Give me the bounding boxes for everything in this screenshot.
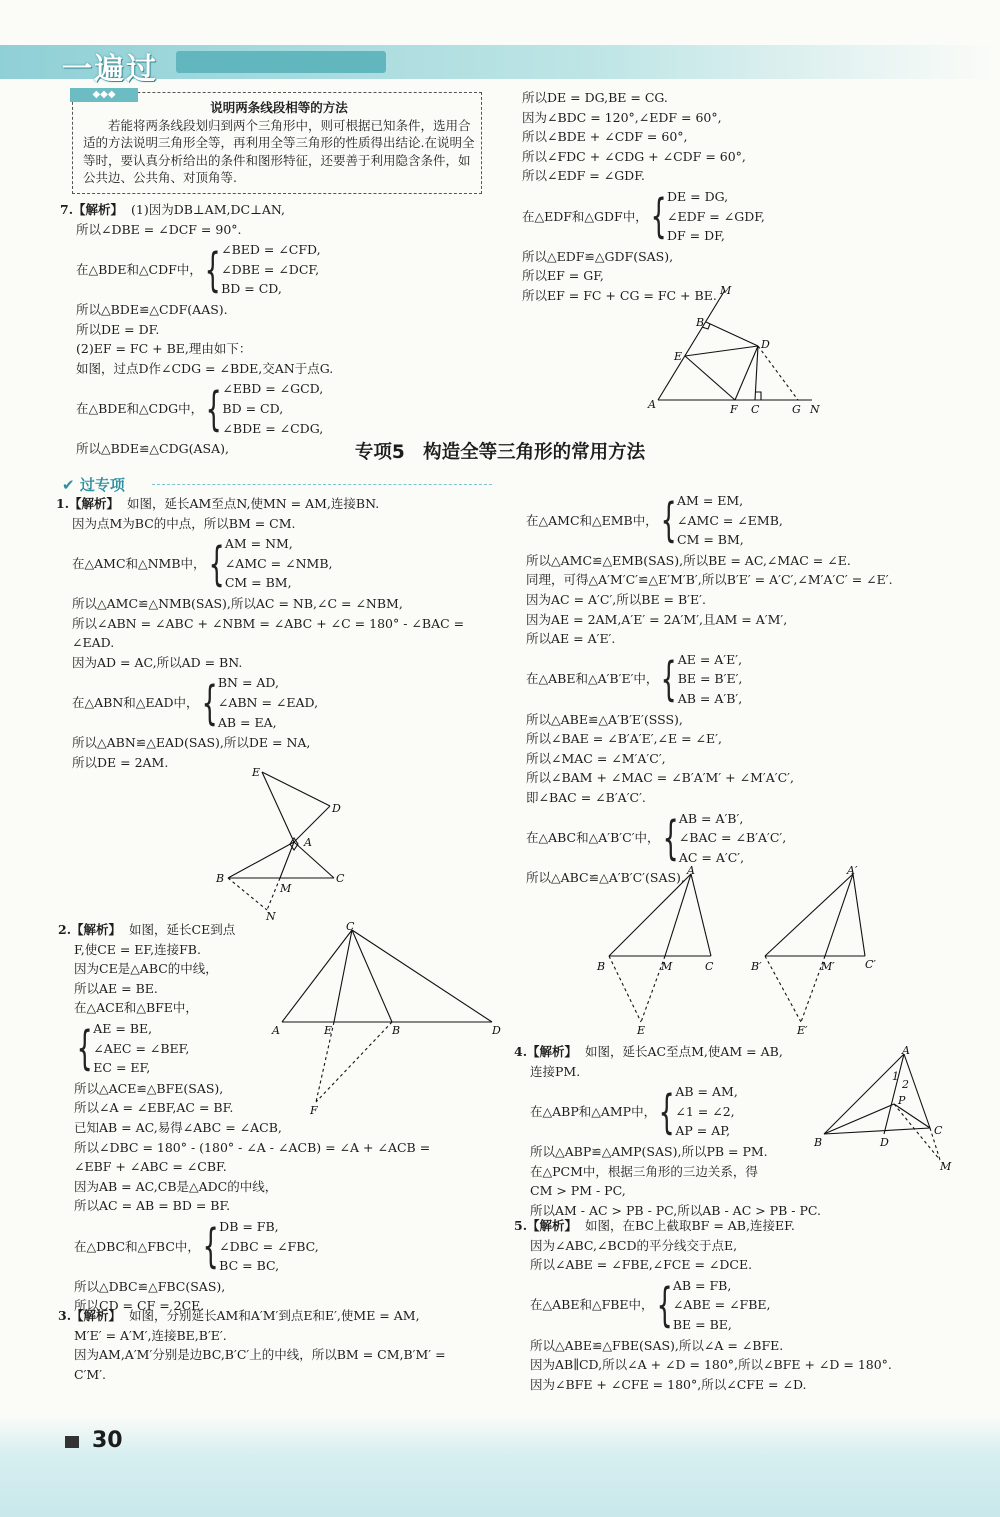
q4-line: 所以△ABP≌△AMP(SAS),所以PB = PM. (530, 1143, 768, 1159)
q5-line: 所以△ABE≌△FBE(SAS),所以∠A = ∠BFE. (530, 1337, 784, 1353)
q3-cond: BE = B′E′, (677, 671, 743, 687)
q7-system-3 (522, 187, 765, 246)
footer-band (0, 1415, 1000, 1517)
q7-line: 所以∠FDC + ∠CDG + ∠CDF = 60°, (522, 148, 746, 164)
q5-tag: 5.【解析】 (514, 1218, 578, 1233)
q3-cond: AB = A′B′, (678, 810, 744, 826)
fig7-line-bd (706, 322, 758, 346)
q1-system-1 (56, 534, 464, 593)
tip-badge-icon: ◆◆◆ (70, 88, 138, 102)
q3-line: 所以△AMC≌△EMB(SAS),所以BE = AC,∠MAC = ∠E. (526, 552, 851, 568)
fig4-label: M (940, 1160, 952, 1173)
q7-system-prefix: 在△BDE和△CDG中， (76, 400, 204, 416)
q7-line: (2)EF = FC + BE,理由如下： (76, 341, 252, 357)
q7-cond: ∠DBE = ∠DCF, (221, 261, 320, 277)
q5-line: 因为∠BFE + ∠CFE = 180°,所以∠CFE = ∠D. (530, 1376, 807, 1392)
q7-line: 因为∠BDC = 120°,∠EDF = 60°, (522, 109, 722, 125)
fig7-line-am (658, 290, 725, 400)
q5-system-prefix: 在△ABE和△FBE中， (530, 1297, 654, 1313)
q4-cond: AB = AM, (675, 1084, 738, 1100)
q7-cond: ∠EBD = ∠GCD, (222, 381, 324, 397)
q3-system-2 (526, 650, 893, 709)
q2-system-prefix: 在△DBC和△FBC中， (74, 1238, 200, 1254)
q7-line: 所以△EDF≌△GDF(SAS), (522, 248, 674, 264)
q7-system-prefix: 在△EDF和△GDF中， (522, 208, 648, 224)
fig2-label: A (272, 1024, 280, 1037)
q5-cond: BE = BE, (672, 1316, 732, 1332)
q1-line: 因为点M为BC的中点，所以BM = CM. (72, 515, 296, 531)
fig3-line-be (609, 956, 641, 1022)
q4-system-prefix: 在△ABP和△AMP中， (530, 1103, 657, 1119)
q2-line: 所以∠DBC = 180° - (180° - ∠A - ∠ACB) = ∠A + ∠ACB = (74, 1139, 431, 1155)
q7-line: 所以∠BDE + ∠CDF = 60°, (522, 129, 688, 145)
q1-tag: 1.【解析】 (56, 496, 120, 511)
q3-cond: ∠AMC = ∠EMB, (677, 512, 783, 528)
q3-line: 同理，可得△A′M′C′≌△E′M′B′,所以B′E′ = A′C′,∠M′A′C′ = ∠E′. (526, 572, 893, 588)
q1-system-2 (56, 673, 464, 732)
q1-cond: ∠AMC = ∠NMB, (224, 555, 333, 571)
fig1-label: M (280, 882, 292, 895)
q2-line: 所以△DBC≌△FBC(SAS), (74, 1278, 226, 1294)
q4-line: 所以AM - AC > PB - PC,所以AB - AC > PB - PC. (530, 1202, 821, 1218)
q4-line: CM > PM - PC, (530, 1183, 626, 1199)
section-subtitle-text: 过专项 (79, 476, 125, 494)
section-title: 专项5 构造全等三角形的常用方法 (354, 442, 646, 463)
q1-system-prefix: 在△ABN和△EAD中， (72, 694, 199, 710)
q3-tag: 3.【解析】 (58, 1308, 122, 1323)
fig4-line-ba (824, 1054, 904, 1134)
q1-line: 所以∠ABN = ∠ABC + ∠NBM = ∠ABC + ∠C = 180° - ∠BAC = (72, 615, 465, 631)
section-subtitle (62, 474, 125, 495)
fig4-label: C (934, 1124, 943, 1137)
q3-solution-right (526, 490, 893, 888)
q1-line: 因为AD = AC,所以AD = BN. (72, 654, 243, 670)
page-marker-icon (65, 1436, 79, 1448)
q2-tag: 2.【解析】 (58, 922, 122, 937)
q7-line: 所以EF = GF, (522, 268, 604, 284)
fig2-line-ac (282, 930, 352, 1022)
fig2-line-cd (352, 930, 492, 1022)
fig2-label: B (392, 1024, 401, 1037)
fig1-line-ea (262, 772, 294, 842)
q7-cond: ∠EDF = ∠GDF, (667, 208, 765, 224)
fig4-line-pc (894, 1104, 930, 1128)
fig4-line-bp (824, 1104, 894, 1134)
fig3-line-a2c2 (853, 874, 865, 956)
brace-icon: { (76, 1021, 93, 1076)
fig1-label: N (266, 910, 276, 922)
brand-logo: 一遍过 (62, 52, 158, 87)
q1-cond: AB = EA, (217, 714, 277, 730)
q7-tag: 7.【解析】 (60, 202, 124, 217)
q3-line: 因为AM,A′M′分别是边BC,B′C′上的中线，所以BM = CM,B′M′ = (74, 1347, 446, 1363)
q3-cond: AB = A′B′, (677, 690, 743, 706)
brace-icon: { (661, 652, 678, 707)
q2-line: 所以∠A = ∠EBF,AC = BF. (74, 1100, 234, 1116)
q2-figure (270, 918, 510, 1118)
q1-cond: ∠ABN = ∠EAD, (217, 694, 319, 710)
q4-system-1 (514, 1082, 821, 1141)
q7-line: 所以△BDE≌△CDG(ASA), (76, 441, 229, 457)
q2-line: 因为CE是△ABC的中线， (74, 961, 218, 977)
fig7-line-fd (735, 346, 758, 400)
q2-line: 所以CD = CF = 2CE. (74, 1298, 205, 1314)
fig4-label: P (898, 1094, 906, 1107)
q3-solution-left (58, 1306, 446, 1384)
q2-cond: EC = EF, (93, 1060, 151, 1076)
q1-line: 所以△ABN≌△EAD(SAS),所以DE = NA, (72, 735, 311, 751)
brace-icon: { (205, 381, 222, 436)
q5-line: 因为AB∥CD,所以∠A + ∠D = 180°,所以∠BFE + ∠D = 180°. (530, 1357, 892, 1373)
q2-line: 已知AB = AC,易得∠ABC = ∠ACB, (74, 1119, 282, 1135)
q7-solution-right (522, 88, 765, 306)
brace-icon: { (656, 1278, 673, 1333)
fig7-line-dg (758, 346, 798, 400)
fig4-label: 2 (902, 1078, 909, 1091)
fig3-label: M′ (821, 960, 835, 973)
q5-solution (514, 1216, 892, 1394)
q2-cond: ∠AEC = ∠BEF, (93, 1040, 190, 1056)
q3-system-prefix: 在△AMC和△EMB中， (526, 512, 658, 528)
brace-icon: { (662, 810, 679, 865)
header-ribbon (176, 51, 386, 73)
fig3-line-ab (609, 874, 691, 956)
fig7-label: E (674, 350, 683, 363)
q2-cond: BC = BC, (219, 1258, 280, 1274)
q3-system-1 (526, 491, 893, 550)
q7-cond: DF = DF, (667, 228, 725, 244)
q7-solution-left (60, 200, 333, 459)
fig4-label: B (814, 1136, 823, 1149)
q2-system-2 (58, 1217, 430, 1276)
q2-line: F,使CE = EF,连接FB. (74, 941, 201, 957)
q4-line: 如图，延长AC至点M,使AM = AB, (585, 1044, 783, 1059)
q3-cond: AC = A′C′, (678, 849, 745, 865)
q2-line: 因为AB = AC,CB是△ADC的中线， (74, 1178, 278, 1194)
q2-line: 所以AC = AB = BD = BF. (74, 1198, 231, 1214)
fig1-label: D (332, 802, 341, 815)
tip-title: 说明两条线段相等的方法 (210, 100, 348, 115)
q3-figure (595, 862, 895, 1042)
q4-solution (514, 1042, 821, 1220)
q3-line: 即∠BAC = ∠B′A′C′. (526, 789, 646, 805)
q7-line: 所以DE = DG,BE = CG. (522, 90, 668, 105)
fig3-line-b2e2 (765, 956, 801, 1022)
q7-line: (1)因为DB⊥AM,DC⊥AN, (131, 202, 285, 217)
q3-cond: CM = BM, (677, 532, 744, 548)
fig1-label: A (304, 836, 312, 849)
q7-system-1 (60, 240, 333, 299)
q3-line: 所以∠BAM + ∠MAC = ∠B′A′M′ + ∠M′A′C′, (526, 770, 794, 786)
q1-cond: BN = AD, (217, 675, 279, 691)
fig2-label: C (346, 920, 355, 933)
fig1-line-ed (262, 772, 330, 806)
fig3-label: M (661, 960, 673, 973)
fig1-line-bn (228, 878, 267, 910)
q7-line: 所以△BDE≌△CDF(AAS). (76, 301, 228, 317)
q5-system-1 (514, 1276, 892, 1335)
fig1-label: C (336, 872, 345, 885)
q1-line: 所以DE = 2AM. (72, 754, 169, 770)
q4-figure (812, 1042, 962, 1174)
q2-cond: DB = FB, (219, 1218, 279, 1234)
fig1-line-mn (267, 878, 280, 910)
q4-line: 在△PCM中，根据三角形的三边关系，得 (530, 1163, 758, 1179)
fig7-line-ed (685, 346, 758, 356)
fig3-label: B (597, 960, 606, 973)
q3-system-3 (526, 809, 893, 868)
q7-cond: BD = CD, (221, 281, 282, 297)
q4-line: 连接PM. (530, 1063, 581, 1079)
brace-icon: { (208, 536, 225, 591)
q3-line: C′M′. (74, 1366, 107, 1382)
fig3-label: A′ (847, 864, 858, 877)
fig4-line-ac (904, 1054, 930, 1128)
fig7-label: A (648, 398, 656, 411)
q3-cond: ∠BAC = ∠B′A′C′, (678, 830, 787, 846)
q5-line: 所以∠ABE = ∠FBE,∠FCE = ∠DCE. (530, 1257, 753, 1273)
fig3-label: E′ (797, 1024, 808, 1037)
q2-line: 所以AE = BE. (74, 980, 158, 996)
q3-line: 所以△ABE≌△A′B′E′(SSS), (526, 711, 683, 727)
q3-line: 所以∠BAE = ∠B′A′E′,∠E = ∠E′, (526, 731, 722, 747)
q2-cond: ∠DBC = ∠FBC, (219, 1238, 319, 1254)
fig4-label: A (902, 1044, 910, 1057)
q1-cond: AM = NM, (224, 536, 293, 552)
q1-solution (56, 494, 464, 772)
fig7-label: M (720, 284, 732, 297)
fig3-line-a2b2 (765, 874, 853, 956)
q7-figure (640, 282, 830, 417)
q2-cond: AE = BE, (93, 1020, 153, 1036)
brace-icon: { (658, 1084, 675, 1139)
q7-cond: BD = CD, (222, 400, 284, 416)
brace-icon: { (650, 189, 667, 244)
fig3-line-ac (691, 874, 711, 956)
q7-system-prefix: 在△BDE和△CDF中， (76, 261, 202, 277)
q3-cond: AM = EM, (677, 493, 744, 508)
q1-figure (210, 762, 360, 922)
fig1-line-da (294, 806, 330, 842)
q7-cond: ∠BED = ∠CFD, (221, 242, 321, 258)
brace-icon: { (660, 493, 677, 548)
fig3-label: C′ (865, 958, 876, 971)
q2-line: 所以△ACE≌△BFE(SAS), (74, 1080, 224, 1096)
q7-cond: ∠BDE = ∠CDG, (222, 420, 324, 436)
q3-line: 因为AE = 2AM,A′E′ = 2A′M′,且AM = A′M′, (526, 611, 788, 627)
fig3-label: E (637, 1024, 646, 1037)
fig3-label: B′ (751, 960, 762, 973)
q5-line: 因为∠ABC,∠BCD的平分线交于点E, (530, 1237, 738, 1253)
fig4-label: D (880, 1136, 889, 1149)
q3-line: 所以AE = A′E′. (526, 631, 616, 647)
fig3-label: A (687, 864, 695, 877)
q7-cond: DE = DG, (667, 188, 729, 204)
q3-line: 因为AC = A′C′,所以BE = B′E′. (526, 591, 706, 607)
fig1-line-ac (294, 842, 334, 878)
q7-line: 所以∠DBE = ∠DCF = 90°. (76, 221, 242, 237)
q7-line: 所以EF = FC + CG = FC + BE. (522, 287, 717, 303)
q3-line: 所以△ABC≌△A′B′C′(SAS). (526, 870, 685, 886)
fig3-label: C (705, 960, 714, 973)
q3-cond: AE = A′E′, (677, 651, 743, 667)
q1-line: ∠EAD. (72, 635, 115, 651)
q5-cond: AB = FB, (672, 1277, 732, 1293)
q5-cond: ∠ABE = ∠FBE, (672, 1297, 771, 1313)
check-icon: ✔ (62, 476, 75, 494)
q5-line: 如图，在BC上截取BF = AB,连接EF. (585, 1218, 795, 1233)
fig7-label: G (792, 403, 801, 416)
fig1-label: E (252, 766, 261, 779)
brace-icon: { (201, 675, 218, 730)
fig1-label: B (216, 872, 225, 885)
q2-line: 在△ACE和△BFE中， (74, 1000, 198, 1016)
q1-system-prefix: 在△AMC和△NMB中， (72, 555, 206, 571)
q3-system-prefix: 在△ABE和△A′B′E′中， (526, 671, 659, 687)
brace-icon: { (202, 1219, 219, 1274)
fig7-label: F (730, 403, 738, 416)
q3-line: M′E′ = A′M′,连接BE,B′E′. (74, 1327, 227, 1343)
q7-line: 如图，过点D作∠CDG = ∠BDE,交AN于点G. (76, 360, 334, 376)
q4-tag: 4.【解析】 (514, 1044, 578, 1059)
fig1-line-ba (228, 842, 294, 878)
q4-cond: ∠1 = ∠2, (675, 1103, 735, 1119)
brace-icon: { (204, 242, 221, 297)
fig4-label: 1 (892, 1070, 899, 1083)
fig7-label: N (810, 403, 820, 416)
fig7-label: D (761, 338, 770, 351)
fig2-line-ce (334, 930, 352, 1022)
q2-line: 如图，延长CE到点 (129, 922, 236, 937)
subtitle-divider (152, 484, 492, 485)
q4-cond: AP = AP, (675, 1123, 731, 1139)
fig2-label: F (310, 1104, 318, 1117)
tip-body: 若能将两条线段划归到两个三角形中，则可根据已知条件，选用合适的方法说明三角形全等，再利用全等三角形的性质得出结论.在说明全等时，要认真分析给出的条件和图形特征，还要善于利用隐含条件，如公共边、公共角、对顶角等. (83, 117, 475, 186)
method-tip-box (72, 92, 482, 194)
q1-line: 如图，延长AM至点N,使MN = AM,连接BN. (127, 496, 380, 511)
fig2-label: D (492, 1024, 501, 1037)
q3-line: 如图，分别延长AM和A′M′到点E和E′,使ME = AM, (129, 1308, 420, 1323)
fig7-label: C (751, 403, 760, 416)
page-number: 30 (92, 1428, 123, 1453)
q7-line: 所以DE = DF. (76, 321, 160, 337)
q3-line: 所以∠MAC = ∠M′A′C′, (526, 750, 666, 766)
q2-line: ∠EBF + ∠ABC = ∠CBF. (74, 1159, 227, 1175)
q1-cond: CM = BM, (224, 575, 292, 591)
q7-line: 所以∠EDF = ∠GDF. (522, 168, 645, 184)
fig7-line-ef (685, 356, 735, 400)
fig2-label: E (324, 1024, 333, 1037)
q7-system-2 (60, 379, 333, 438)
q1-line: 所以△AMC≌△NMB(SAS),所以AC = NB,∠C = ∠NBM, (72, 595, 403, 611)
fig7-label: B (696, 316, 705, 329)
q3-system-prefix: 在△ABC和△A′B′C′中， (526, 830, 660, 846)
